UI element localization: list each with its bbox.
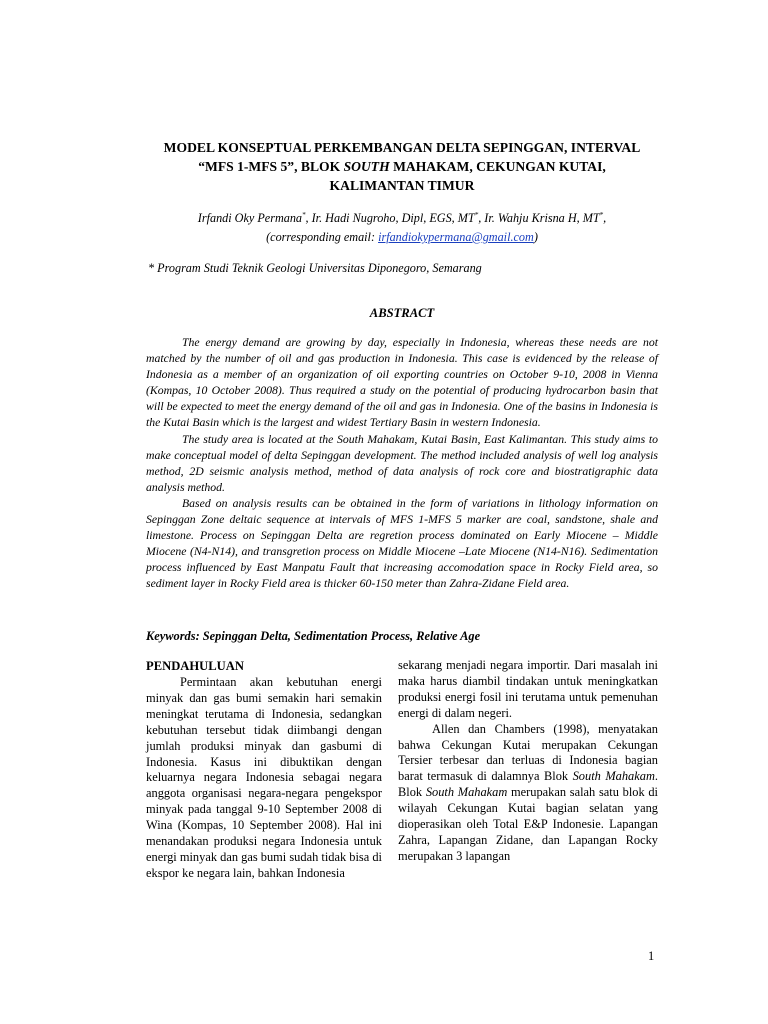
author-2-marker: * [474,211,479,219]
author-2: , Ir. Hadi Nugroho, Dipl, EGS, MT [305,211,475,225]
title-line-1: MODEL KONSEPTUAL PERKEMBANGAN DELTA SEPINGGAN, INTERVAL [163,140,641,155]
author-1-marker: * [302,211,306,219]
paper-title [110,138,694,195]
left-column [146,658,382,882]
author-3-marker: * [599,211,604,219]
body-paragraph: sekarang menjadi negara importir. Dari masalah ini maka harus diambil tindakan untuk meningkatkan produksi energi fosil ini terutama untuk pemenuhan energi di dalam negeri. [398,658,658,720]
section-heading-pendahuluan: PENDAHULUAN [146,659,244,673]
title-italic-word: SOUTH [343,159,390,174]
title-line-2: “MFS 1-MFS 5”, BLOK SOUTH MAHAKAM, CEKUNGAN KUTAI, [198,159,606,174]
body-paragraph: Allen dan Chambers (1998), menyatakan bahwa Cekungan Kutai merupakan Cekungan Tersier terbesar dan terluas di Indonesia bagian barat termasuk di dalamnya Blok South Mahakam. Blok South Mahakam merupakan salah satu blok di wilayah Cekungan Kutai bagian selatan yang dioperasikan oleh Total E&P Indonesie. Lapangan Zahra, Lapangan Zidane, dan Lapangan Rocky merupakan 3 lapangan [398,721,658,863]
email-link[interactable]: irfandiokypermana@gmail.com [378,230,534,244]
body-paragraph: Permintaan akan kebutuhan energi minyak dan gas bumi semakin hari semakin meningkat terutama di Indonesia, sedangkan kebutuhan tersebut tidak diimbangi dengan jumlah produksi minyak dan gasbumi di Indonesia. Kasus ini dibuktikan dengan keluarnya negara Indonesia sebagai negara anggota organisasi negara-negara pengekspor minyak pada tanggal 9-10 September 2008 di Wina (Kompas, 10 September 2008). Hal ini menandakan produksi negara Indonesia untuk energi minyak dan gas bumi sudah tidak bisa di ekspor ke negara lain, bahkan Indonesia [146,675,382,880]
title-line-3: KALIMANTAN TIMUR [329,178,475,193]
author-list: Irfandi Oky Permana*, Ir. Hadi Nugroho, Dipl, EGS, MT*, Ir. Wahju Krisna H, MT*, [197,211,607,225]
abstract-paragraph: The energy demand are growing by day, especially in Indonesia, whereas these needs are not matched by the number of oil and gas production in Indonesia. This case is evidenced by the release of Indonesia as a member of an organization of oil exporting countries on October 9-10, 2008 in Vienna (Kompas, 10 October 2008). Thus required a study on the potential of producing hydrocarbon basin that will be expected to meet the energy demand of the oil and gas in Indonesia. One of the basins in Indonesia is the Kutai Basin which is the largest and widest Tertiary Basin in western Indonesia. [146,336,658,430]
corresponding-email-line: (corresponding email: irfandiokypermana@gmail.com) [266,230,538,244]
abstract-body [146,335,658,593]
right-column [398,658,658,865]
author-3: , Ir. Wahju Krisna H, MT [478,211,600,225]
affiliation: * Program Studi Teknik Geologi Universitas Diponegoro, Semarang [148,261,482,275]
page-number: 1 [648,949,655,963]
abstract-paragraph: The study area is located at the South Mahakam, Kutai Basin, East Kalimantan. This study aims to make conceptual model of delta Sepinggan development. The method included analysis of well log analysis method, 2D seismic analysis method, method of data analysis of rock core and biostratigraphic data analysis method. [146,432,658,494]
abstract-heading: ABSTRACT [369,306,435,320]
abstract-paragraph: Based on analysis results can be obtained in the form of variations in lithology information on Sepinggan Zone deltaic sequence at intervals of MFS 1-MFS 5 marker are coal, sandstone, shale and limestone. Process on Sepinggan Delta are regretion process dominated on Early Miocene – Middle Miocene (N4-N14), and transgretion process on Middle Miocene –Late Miocene (N14-N16). Sedimentation process influenced by East Manpatu Fault that increasing accomodation space in Rocky Field area, so sediment layer in Rocky Field area is thicker 60-150 meter than Zahra-Zidane Field area. [146,496,658,591]
author-1: Irfandi Oky Permana [197,211,303,225]
keywords: Keywords: Sepinggan Delta, Sedimentation Process, Relative Age [146,629,481,643]
